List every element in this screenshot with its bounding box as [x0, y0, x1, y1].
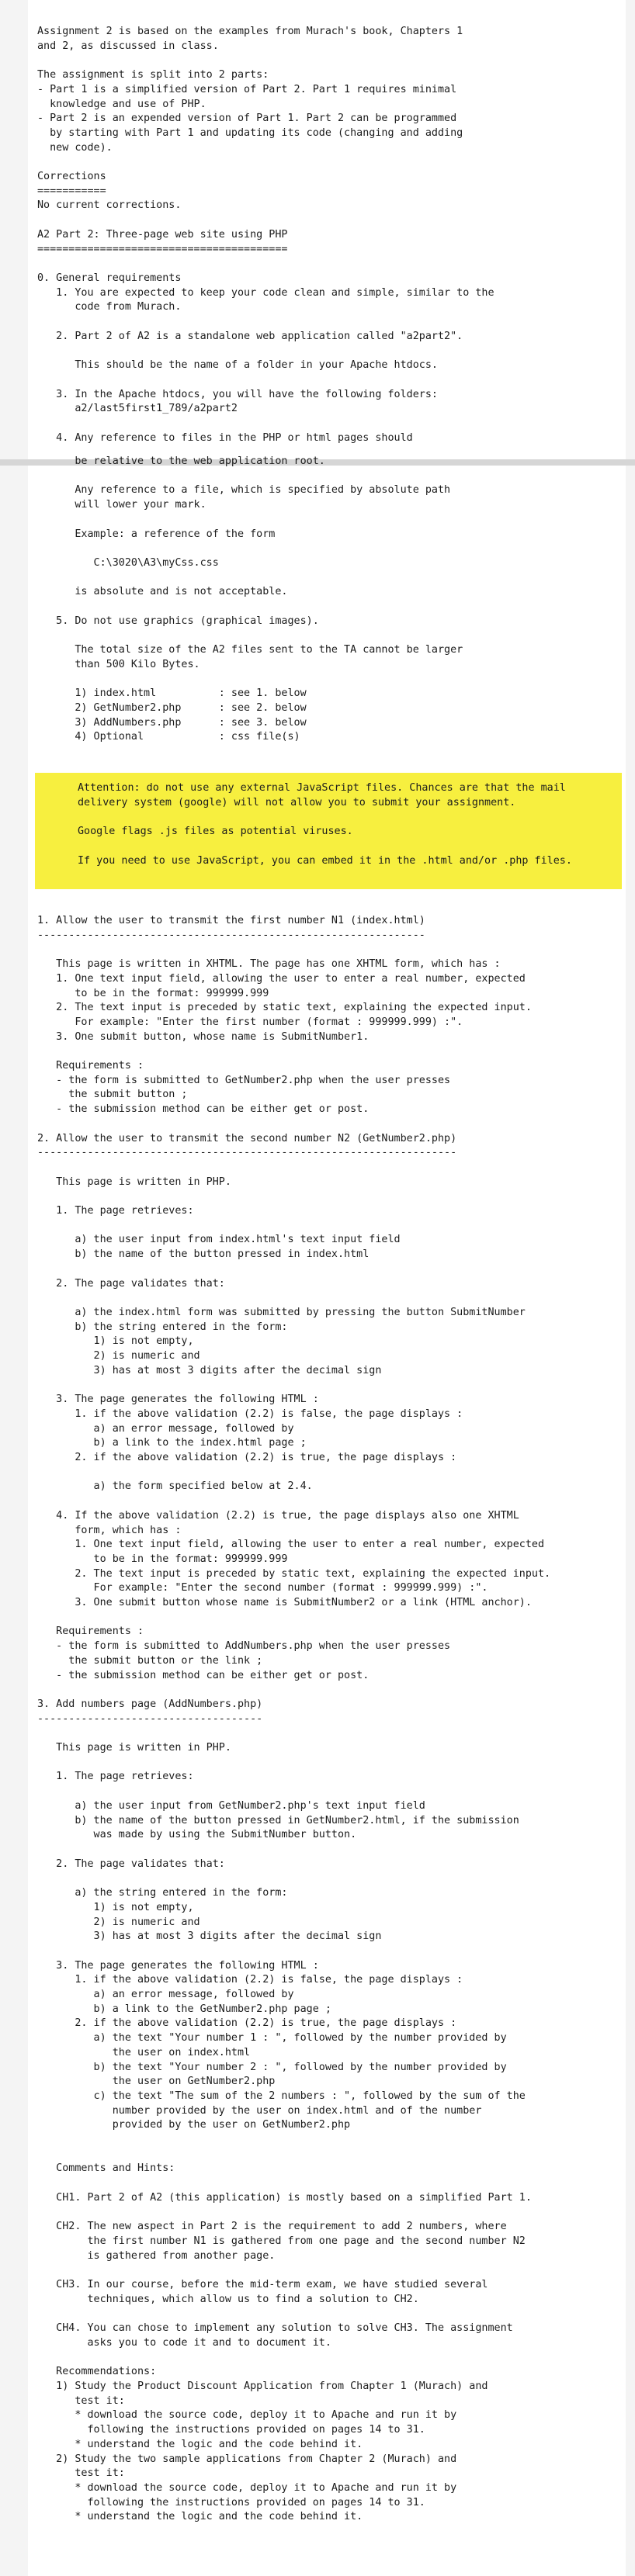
right-margin — [626, 0, 635, 2576]
general-requirements-continued: be relative to the web application root. Any reference to a file, which is specified by absolute path will lower your mark. Example: a reference of the form C:\3020\A3\myCss.css is absolute and is not acceptable. 5. Do not use graphics (graphical images). The total size of the A2 files sent to the TA cannot be larger than 500 Kilo Bytes. 1) index.html : see 1. below 2) GetNumber2.php : see 2. below 3) AddNumbers.php : see 3. below 4) Optional : css file(s) — [56, 455, 463, 743]
attention-note: Attention: do not use any external JavaScript files. Chances are that the mail delivery system (google) will not allow you to submit your assignment. Google flags .js files as potential viruses. If you need to use JavaScript, you can embed it in the .html and/or .php files. — [78, 782, 572, 867]
left-margin — [0, 0, 28, 2576]
page-specifications: 1. Allow the user to transmit the first number N1 (index.html) -------------------------------------------------------------- This page is written in XHTML. The page has one XHTML form, which has : 1. One text input field, allowing the user to enter a real number, expected to be in the format: 999999.999 2. The text input is preceded by static text, explaining the expected input. For example: "Enter the first number (format : 999999.999) :". 3. One submit button, whose name is SubmitNumber1. Requirements : - the form is submitted to GetNumber2.php when the user presses the submit button ; - the submission method can be either get or post. 2. Allow the user to transmit the second number N2 (GetNumber2.php) ------------------------------------------------------------------- This page is written in PHP. 1. The page retrieves: a) the user input from index.html's text input field b) the name of the button pressed in index.html 2. The page validates that: a) the index.html form was submitted by pressing the button SubmitNumber b) the string entered in the form: 1) is not empty, 2) is numeric and 3) has at most 3 digits after the decimal sign 3. The page generates the following HTML : 1. if the above validation (2.2) is false, the page displays : a) an error message, followed by b) a link to the index.html page ; 2. if the above validation (2.2) is true, the page displays : a) the form specified below at 2.4. 4. If the above validation (2.2) is true, the page displays also one XHTML form, which has : 1. One text input field, allowing the user to enter a real number, expected to be in the format: 999999.999 2. The text input is preceded by static text, explaining the expected input. For example: "Enter the second number (format : 999999.999) :". 3. One submit button whose name is SubmitNumber2 or a link (HTML anchor). Requirements : - the form is submitted to AddNumbers.php when the user presses the submit button or the link ; - the submission method can be either get or post. 3. Add numbers page (AddNumbers.php) ------------------------------------ This page is written in PHP. 1. The page retrieves: a) the user input from GetNumber2.php's text input field b) the name of the button pressed in GetNumber2.html, if the submission was made by using the SubmitNumber button. 2. The page validates that: a) the string entered in the form: 1) is not empty, 2) is numeric and 3) has at most 3 digits after the decimal sign 3. The page generates the following HTML : 1. if the above validation (2.2) is false, the page displays : a) an error message, followed by b) a link to the GetNumber2.php page ; 2. if the above validation (2.2) is true, the page displays : a) the text "Your number 1 : ", followed by the number provided by the user on index.html b) the text "Your number 2 : ", followed by the number provided by the user on GetNumber2.php c) the text "The sum of the 2 numbers : ", followed by the sum of the number provided by the user on index.html and of the number provided by the user on GetNumber2.php Comments and Hints: CH1. Part 2 of A2 (this application) is mostly based on a simplified Part 1. CH2. The new aspect in Part 2 is the requirement to add 2 numbers, where the first number N1 is gathered from one page and the second number N2 is gathered from another page. CH3. In our course, before the mid-term exam, we have studied several techniques, which allow us to find a solution to CH2. CH4. You can chose to implement any solution to solve CH3. The assignment asks you to code it and to document it. Recommendations: 1) Study the Product Discount Application from Chapter 1 (Murach) and test it: * download the source code, deploy it to Apache and run it by following the instructions provided on pages 14 to 31. * understand the logic and the code behind it. 2) Study the two sample applications from Chapter 2 (Murach) and test it: * download the source code, deploy it to Apache and run it by following the instructions provided on pages 14 to 31. * understand the logic and the code behind it. — [37, 915, 551, 2523]
intro-and-general-requirements: Assignment 2 is based on the examples from Murach's book, Chapters 1 and 2, as discussed in class. The assignment is split into 2 parts: - Part 1 is a simplified version of Part 2. Part 1 requires minimal knowledge and use of PHP. - Part 2 is an expended version of Part 1. Part 2 can be programmed by starting with Part 1 and updating its code (changing and adding new code). Corrections =========== No current corrections. A2 Part 2: Three-page web site using PHP ======================================== 0. General requirements 1. You are expected to keep your code clean and simple, similar to the code from Murach. 2. Part 2 of A2 is a standalone web application called "a2part2". This should be the name of a folder in your Apache htdocs. 3. In the Apache htdocs, you will have the following folders: a2/last5first1_789/a2part2 4. Any reference to files in the PHP or html pages should — [37, 26, 494, 444]
